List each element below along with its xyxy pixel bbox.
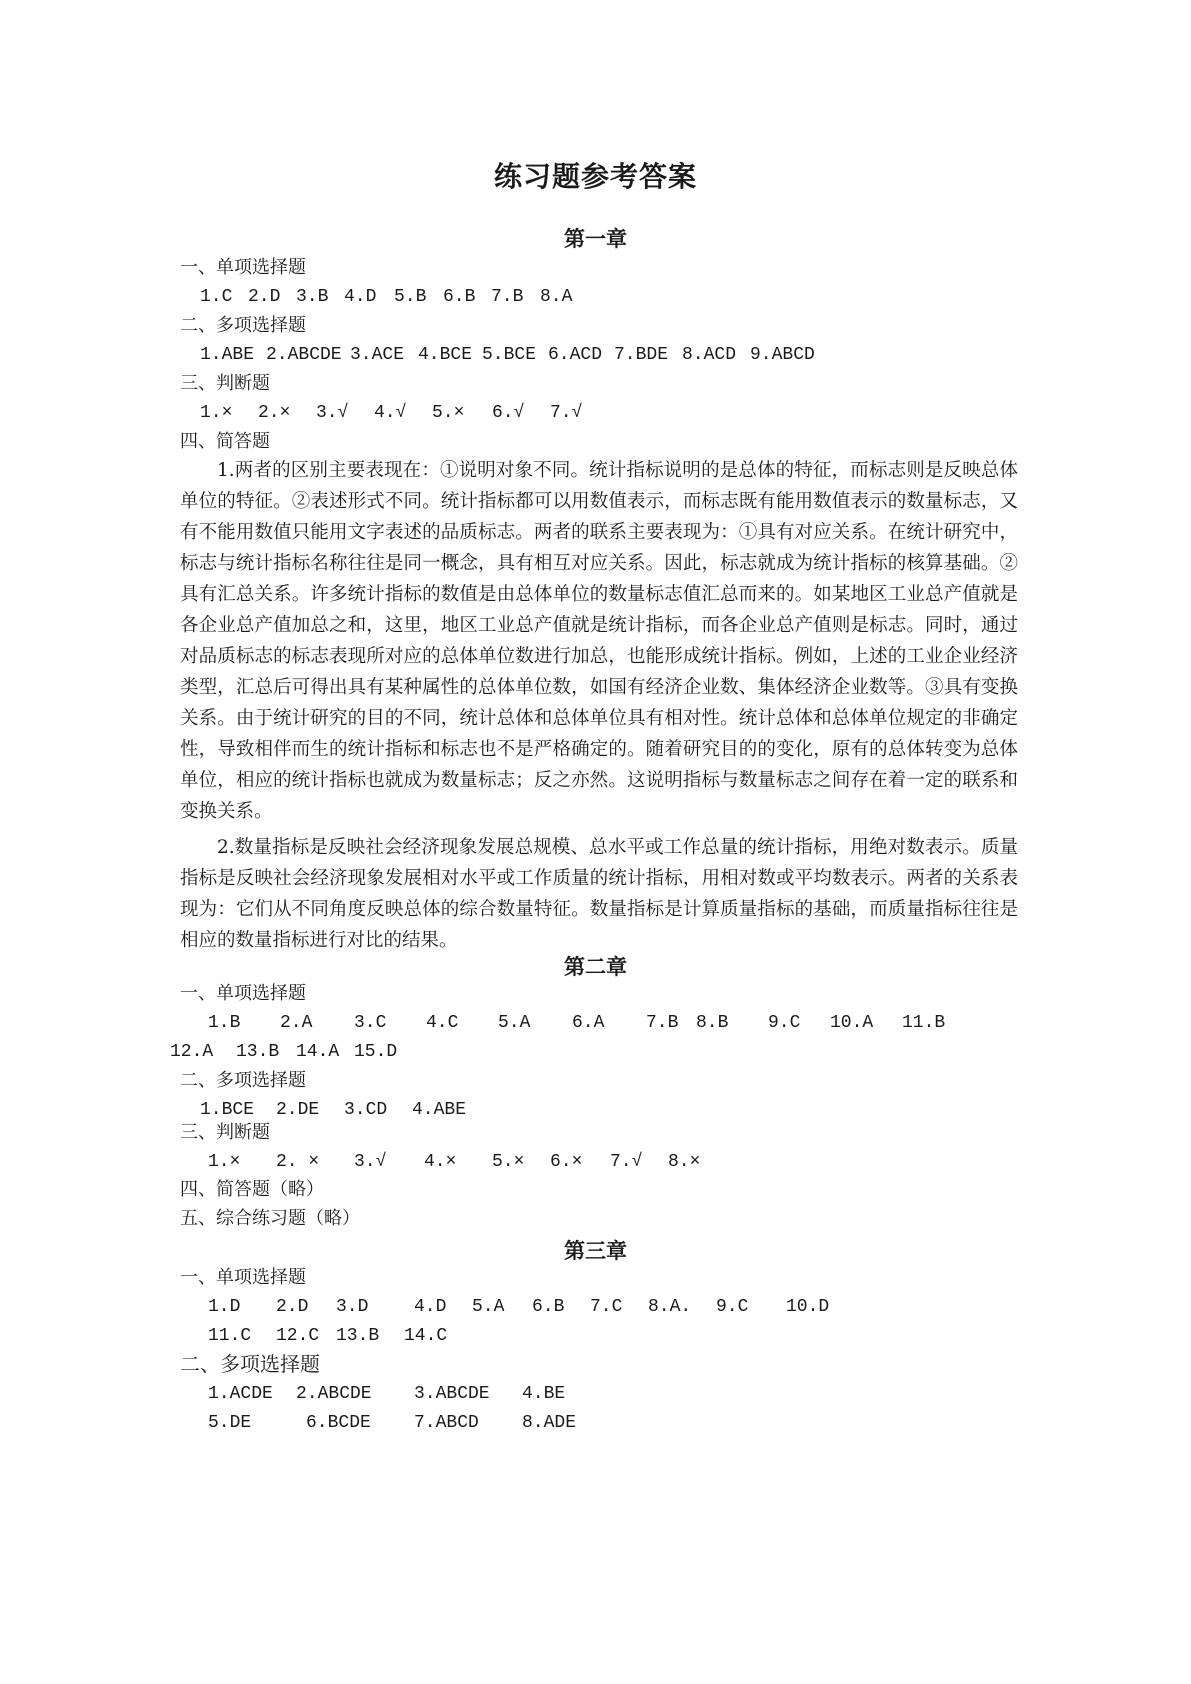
ch1-judge-answer: 2.× <box>258 403 291 423</box>
ch2-single-answer: 6.A <box>572 1013 605 1033</box>
ch2-judge-answer: 3.√ <box>354 1152 387 1172</box>
ch2-single-answer: 14.A <box>296 1042 340 1062</box>
ch2-judge-answer: 2. × <box>276 1152 320 1172</box>
ch3-multi-answer: 7.ABCD <box>414 1413 479 1433</box>
ch2-multi-answer: 2.DE <box>276 1100 320 1120</box>
ch1-multi-answer: 3.ACE <box>350 345 405 365</box>
ch3-multi-answer: 5.DE <box>208 1413 252 1433</box>
ch2-single-answer: 11.B <box>902 1013 946 1033</box>
ch2-judge-answer: 5.× <box>492 1152 525 1172</box>
ch1-short-answer-heading: 四、简答题 <box>180 431 270 452</box>
ch1-multi-answer: 2.ABCDE <box>266 345 342 365</box>
ch2-single-answer: 5.A <box>498 1013 531 1033</box>
ch1-multi-answer: 5.BCE <box>482 345 537 365</box>
document-title: 练习题参考答案 <box>493 160 697 193</box>
ch1-multi-choice-heading: 二、多项选择题 <box>180 315 306 336</box>
ch3-multi-choice-heading: 二、多项选择题 <box>180 1352 320 1376</box>
ch3-single-answer: 8.A. <box>648 1297 692 1317</box>
ch3-multi-answer: 6.BCDE <box>306 1413 371 1433</box>
ch3-multi-answer: 4.BE <box>522 1384 566 1404</box>
ch3-single-answer: 6.B <box>532 1297 565 1317</box>
ch1-judge-answer: 5.× <box>432 403 465 423</box>
ch1-single-answer: 8.A <box>540 287 573 307</box>
ch2-true-false-heading: 三、判断题 <box>180 1122 270 1143</box>
ch3-single-answer: 10.D <box>786 1297 830 1317</box>
ch3-single-choice-heading: 一、单项选择题 <box>180 1267 306 1288</box>
ch2-single-answer: 8.B <box>696 1013 729 1033</box>
ch2-judge-answer: 7.√ <box>610 1152 643 1172</box>
ch2-multi-answer: 3.CD <box>344 1100 388 1120</box>
ch3-single-answer: 4.D <box>414 1297 447 1317</box>
ch2-multi-answer: 1.BCE <box>200 1100 255 1120</box>
ch3-single-answer: 5.A <box>472 1297 505 1317</box>
ch2-single-choice-heading: 一、单项选择题 <box>180 983 306 1004</box>
ch1-multi-answer: 8.ACD <box>682 345 737 365</box>
ch2-single-answer: 13.B <box>236 1042 280 1062</box>
ch3-single-answer: 12.C <box>276 1326 320 1346</box>
ch3-single-answer: 14.C <box>404 1326 448 1346</box>
ch2-judge-answer: 4.× <box>424 1152 457 1172</box>
ch1-single-answer: 1.C <box>200 287 233 307</box>
ch1-short-answer-1: 1.两者的区别主要表现在：①说明对象不同。统计指标说明的是总体的特征，而标志则是反映总体单位的特征。②表述形式不同。统计指标都可以用数值表示，而标志既有能用数值表示的数量标志，又有不能用数值只能用文字表述的品质标志。两者的联系主要表现为：①具有对应关系。在统计研究中，标志与统计指标名称往往是同一概念，具有相互对应关系。因此，标志就成为统计指标的核算基础。②具有汇总关系。许多统计指标的数值是由总体单位的数量标志值汇总而来的。如某地区工业总产值就是各企业总产值加总之和，这里，地区工业总产值就是统计指标，而各企业总产值则是标志。同时，通过对品质标志的标志表现所对应的总体单位数进行加总，也能形成统计指标。例如，上述的工业企业经济类型，汇总后可得出具有某种属性的总体单位数，如国有经济企业数、集体经济企业数等。③具有变换关系。由于统计研究的目的不同，统计总体和总体单位具有相对性。统计总体和总体单位规定的非确定性，导致相伴而生的统计指标和标志也不是严格确定的。随着研究目的的变化，原有的总体转变为总体单位，相应的统计指标也就成为数量标志；反之亦然。这说明指标与数量标志之间存在着一定的联系和变换关系。 <box>180 460 1018 822</box>
ch3-single-answer: 13.B <box>336 1326 380 1346</box>
chapter-3-title: 第三章 <box>564 1239 627 1263</box>
ch2-multi-choice-heading: 二、多项选择题 <box>180 1070 306 1091</box>
ch1-judge-answer: 4.√ <box>374 403 407 423</box>
ch1-single-answer: 5.B <box>394 287 427 307</box>
ch2-single-answer: 7.B <box>646 1013 679 1033</box>
ch1-judge-answer: 3.√ <box>316 403 349 423</box>
ch3-multi-answer: 2.ABCDE <box>296 1384 372 1404</box>
ch1-short-answer-2: 2.数量指标是反映社会经济现象发展总规模、总水平或工作总量的统计指标，用绝对数表示。质量指标是反映社会经济现象发展相对水平或工作质量的统计指标，用相对数或平均数表示。两者的关系表现为：它们从不同角度反映总体的综合数量特征。数量指标是计算质量指标的基础，而质量指标往往是相应的数量指标进行对比的结果。 <box>180 837 1018 951</box>
ch3-single-answer: 9.C <box>716 1297 749 1317</box>
ch2-single-answer: 10.A <box>830 1013 874 1033</box>
ch1-single-answer: 3.B <box>296 287 329 307</box>
ch1-multi-answer: 1.ABE <box>200 345 255 365</box>
ch1-multi-answer: 7.BDE <box>614 345 669 365</box>
chapter-1-title: 第一章 <box>564 227 627 251</box>
ch2-single-answer: 15.D <box>354 1042 398 1062</box>
ch1-judge-answer: 7.√ <box>550 403 583 423</box>
ch3-single-answer: 2.D <box>276 1297 309 1317</box>
ch1-single-answer: 7.B <box>491 287 524 307</box>
ch1-multi-answer: 6.ACD <box>548 345 603 365</box>
ch2-judge-answer: 8.× <box>668 1152 701 1172</box>
ch2-short-answer-heading: 四、简答题（略） <box>180 1179 324 1200</box>
ch3-multi-answer: 1.ACDE <box>208 1384 273 1404</box>
ch2-single-answer: 9.C <box>768 1013 801 1033</box>
ch2-judge-answer: 1.× <box>208 1152 241 1172</box>
ch1-multi-answer: 4.BCE <box>418 345 473 365</box>
ch1-judge-answer: 1.× <box>200 403 233 423</box>
ch2-single-answer: 1.B <box>208 1013 241 1033</box>
ch3-multi-answer: 8.ADE <box>522 1413 577 1433</box>
ch1-single-answer: 6.B <box>443 287 476 307</box>
ch2-single-answer: 3.C <box>354 1013 387 1033</box>
ch1-multi-answer: 9.ABCD <box>750 345 815 365</box>
ch2-single-answer: 2.A <box>280 1013 313 1033</box>
ch1-judge-answer: 6.√ <box>492 403 525 423</box>
ch3-multi-answer: 3.ABCDE <box>414 1384 490 1404</box>
ch3-single-answer: 1.D <box>208 1297 241 1317</box>
ch1-true-false-heading: 三、判断题 <box>180 373 270 394</box>
ch3-single-answer: 3.D <box>336 1297 369 1317</box>
ch1-single-answer: 4.D <box>344 287 377 307</box>
ch3-single-answer: 7.C <box>590 1297 623 1317</box>
ch2-exercise-heading: 五、综合练习题（略） <box>180 1208 360 1229</box>
ch2-judge-answer: 6.× <box>550 1152 583 1172</box>
chapter-2-title: 第二章 <box>564 955 627 979</box>
ch3-single-answer: 11.C <box>208 1326 252 1346</box>
ch2-single-answer: 4.C <box>426 1013 459 1033</box>
ch1-single-answer: 2.D <box>248 287 281 307</box>
ch2-single-answer: 12.A <box>170 1042 214 1062</box>
ch1-single-choice-heading: 一、单项选择题 <box>180 257 306 278</box>
ch2-multi-answer: 4.ABE <box>412 1100 467 1120</box>
